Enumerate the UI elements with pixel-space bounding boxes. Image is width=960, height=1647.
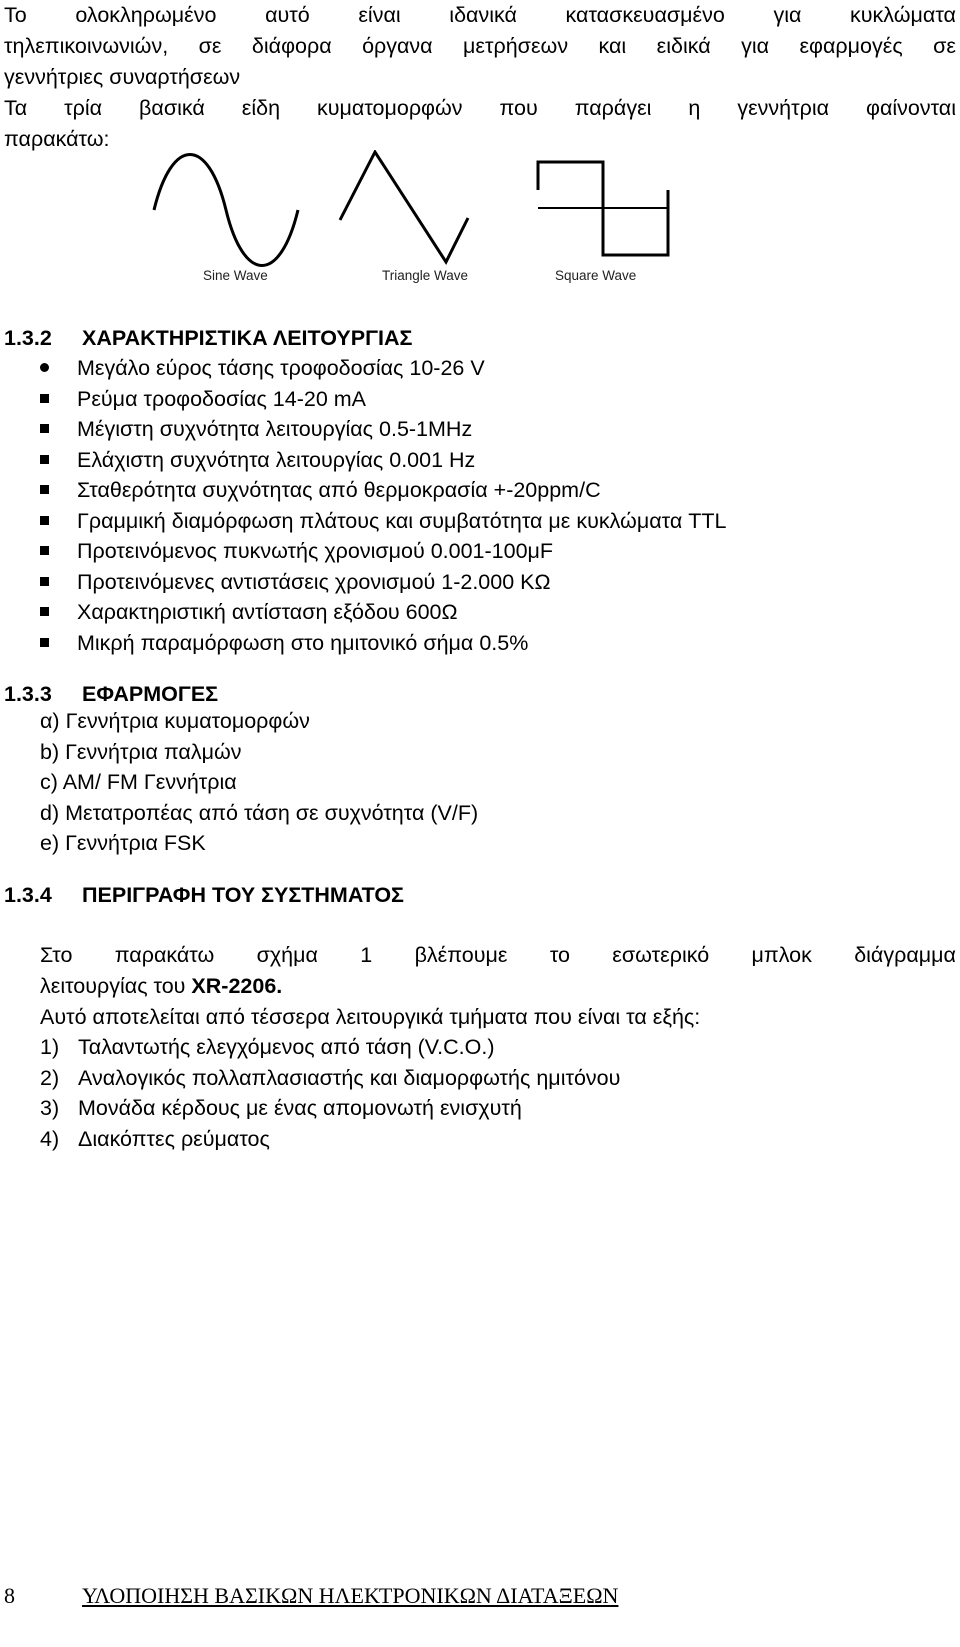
characteristic-text: Προτεινόμενος πυκνωτής χρονισμού 0.001-100μF: [77, 539, 554, 563]
bullet-square-icon: [40, 424, 49, 433]
word: 1: [360, 943, 373, 967]
section-title: ΕΦΑΡΜΟΓΕΣ: [82, 682, 219, 706]
intro-line-3: γεννήτριες συναρτήσεων: [4, 65, 241, 89]
page-footer: [0, 1583, 960, 1623]
triangle-wave-shape: [340, 152, 468, 262]
word: Το: [4, 3, 27, 27]
word: αυτό: [265, 3, 310, 27]
word: τρία: [64, 96, 103, 120]
bullet-square-icon: [40, 485, 49, 494]
footer-title: ΥΛΟΠΟΙΗΣΗ ΒΑΣΙΚΩΝ ΗΛΕΚΤΡΟΝΙΚΩΝ ΔΙΑΤΑΞΕΩΝ: [82, 1583, 619, 1608]
word: σε: [933, 34, 956, 58]
word: κυκλώματα: [850, 3, 956, 27]
block-text: Αναλογικός πολλαπλασιαστής και διαμορφωτής ημιτόνου: [78, 1065, 621, 1090]
word: Στο: [40, 943, 73, 967]
word: κυματομορφών: [317, 96, 463, 120]
word: εσωτερικό: [612, 943, 710, 967]
description-line-3: Αυτό αποτελείται από τέσσερα λειτουργικά τμήματα που είναι τα εξής:: [40, 1005, 701, 1029]
word: παράγει: [574, 96, 652, 120]
word: που: [499, 96, 538, 120]
word: παρακάτω: [114, 943, 215, 967]
chip-model: XR-2206.: [191, 974, 283, 998]
word: ολοκληρωμένο: [75, 3, 217, 27]
page-number: 8: [4, 1583, 15, 1608]
triangle-wave-label: Triangle Wave: [382, 268, 469, 283]
applications-heading: [4, 680, 218, 708]
characteristic-text: Μικρή παραμόρφωση στο ημιτονικό σήμα 0.5%: [77, 630, 529, 655]
waveform-figure: [150, 150, 690, 300]
section-number: 1.3.3: [4, 682, 52, 706]
intro-line-2: [4, 31, 956, 62]
word: σε: [198, 34, 222, 58]
description-paragraph: [40, 940, 956, 1002]
characteristic-text: Ρεύμα τροφοδοσίας 14-20 mA: [77, 386, 367, 411]
description-line-1: [40, 940, 956, 971]
block-item: [40, 1093, 522, 1124]
application-item: d) Μετατροπέας από τάση σε συχνότητα (V/F): [40, 800, 479, 825]
section-title: ΠΕΡΙΓΡΑΦΗ ΤΟΥ ΣΥΣΤΗΜΑΤΟΣ: [82, 883, 404, 907]
word: κατασκευασμένο: [565, 3, 725, 27]
application-item: b) Γεννήτρια παλμών: [40, 739, 242, 764]
word: και: [598, 34, 627, 58]
bullet-square-icon: [40, 516, 49, 525]
description-line-2-text: λειτουργίας του: [40, 974, 192, 998]
application-item: α) Γεννήτρια κυματομορφών: [40, 709, 310, 733]
word: βλέπουμε: [414, 943, 508, 967]
word: μπλοκ: [751, 943, 812, 967]
sine-wave-shape: [154, 155, 298, 266]
intro-line-1: [4, 0, 956, 31]
block-item: [40, 1032, 494, 1063]
bullet-square-icon: [40, 638, 49, 647]
characteristic-text: Γραμμική διαμόρφωση πλάτους και συμβατότητα με κυκλώματα TTL: [77, 508, 727, 533]
word: είδη: [241, 96, 281, 120]
block-number: 4): [40, 1126, 60, 1151]
characteristic-text: Μέγιστη συχνότητα λειτουργίας 0.5-1MHz: [77, 417, 473, 441]
word: όργανα: [362, 34, 433, 58]
characteristics-heading: [4, 324, 412, 352]
block-number: 3): [40, 1096, 60, 1120]
word: γεννήτρια: [737, 96, 830, 120]
block-text: Μονάδα κέρδους με ένας απομονωτή ενισχυτή: [78, 1096, 522, 1120]
characteristic-text: Σταθερότητα συχνότητας από θερμοκρασία +-20ppm/C: [77, 478, 601, 502]
word: για: [773, 3, 802, 27]
word: ειδικά: [656, 34, 711, 58]
intro-line-4: [4, 93, 956, 124]
sine-wave-label: Sine Wave: [203, 268, 268, 283]
intro-line-5: παρακάτω:: [4, 127, 110, 151]
section-number: 1.3.4: [4, 883, 52, 907]
block-number: 1): [40, 1035, 60, 1059]
block-number: 2): [40, 1065, 60, 1090]
word: βασικά: [139, 96, 205, 120]
word: εφαρμογές: [799, 34, 903, 58]
characteristic-text: Μεγάλο εύρος τάσης τροφοδοσίας 10-26 V: [77, 356, 485, 380]
word: ιδανικά: [449, 3, 517, 27]
intro-paragraph: [4, 0, 956, 155]
bullet-square-icon: [40, 546, 49, 555]
bullet-square-icon: [40, 607, 49, 616]
word: τηλεπικοινωνιών,: [4, 34, 169, 58]
bullet-square-icon: [40, 577, 49, 586]
section-title: ΧΑΡΑΚΤΗΡΙΣΤΙΚΑ ΛΕΙΤΟΥΡΓΙΑΣ: [82, 326, 413, 350]
word: Τα: [4, 96, 28, 120]
application-item: e) Γεννήτρια FSK: [40, 831, 206, 855]
word: σχήμα: [256, 943, 318, 967]
word: διάφορα: [251, 34, 332, 58]
block-text: Ταλαντωτής ελεγχόμενος από τάση (V.C.O.): [78, 1035, 495, 1059]
square-wave-label: Square Wave: [555, 268, 637, 283]
characteristic-text: Χαρακτηριστική αντίσταση εξόδου 600Ω: [77, 600, 458, 624]
word: φαίνονται: [866, 96, 956, 120]
bullet-square-icon: [40, 394, 49, 403]
word: διάγραμμα: [854, 943, 956, 967]
block-text: Διακόπτες ρεύματος: [78, 1126, 270, 1151]
word: μετρήσεων: [463, 34, 569, 58]
block-item: [40, 1063, 620, 1094]
block-item: [40, 1124, 270, 1155]
word: είναι: [358, 3, 401, 27]
bullet-dot-icon: [40, 363, 49, 372]
application-item: c) AM/ FM Γεννήτρια: [40, 770, 237, 794]
description-line-2: [40, 971, 956, 1002]
bullet-square-icon: [40, 455, 49, 464]
description-heading: [4, 881, 404, 909]
word: το: [549, 943, 570, 967]
characteristic-text: Ελάχιστη συχνότητα λειτουργίας 0.001 Hz: [77, 447, 476, 472]
word: για: [741, 34, 770, 58]
characteristic-text: Προτεινόμενες αντιστάσεις χρονισμού 1-2.000 ΚΩ: [77, 569, 551, 594]
word: η: [688, 96, 701, 120]
section-number: 1.3.2: [4, 326, 52, 350]
